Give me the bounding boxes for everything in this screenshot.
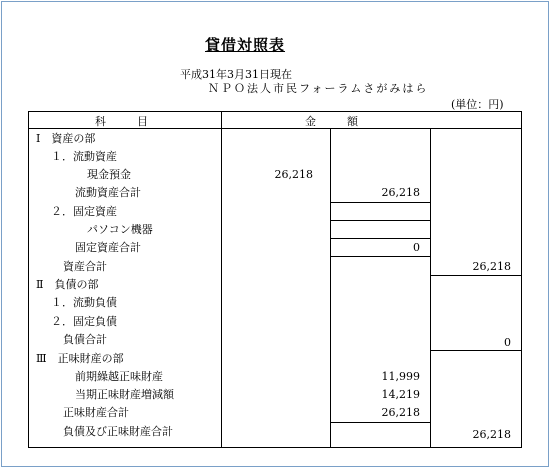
amount-cell: 26,218 [381, 186, 420, 199]
row-label: 固定資産合計 [75, 241, 141, 254]
amount-cell: 26,218 [472, 428, 511, 441]
amount-cell: 26,218 [472, 260, 511, 273]
col-divider-amount2 [430, 129, 431, 447]
row-label: 現金預金 [87, 168, 131, 181]
col-divider-subject [221, 112, 222, 447]
row-label: 流動資産合計 [75, 186, 141, 199]
amount-cell: 0 [413, 241, 420, 254]
row-label: 負債合計 [63, 333, 107, 346]
balance-sheet-table [28, 111, 522, 448]
rule-current-assets-top [330, 202, 430, 203]
amount-cell: 26,218 [274, 168, 313, 181]
rule-fixed-assets-top [330, 238, 430, 239]
date-line: 平成31年3月31日現在 [180, 68, 292, 81]
amount-cell: 14,219 [381, 388, 420, 401]
unit-label: (単位：円) [451, 98, 504, 111]
amount-cell: 11,999 [381, 370, 420, 383]
row-label: Ⅲ 正味財産の部 [36, 352, 124, 365]
rule-net-assets-total [330, 422, 430, 423]
row-label: 正味財産合計 [63, 406, 129, 419]
document-title: 貸借対照表 [205, 36, 286, 54]
row-label: 当期正味財産増減額 [75, 388, 174, 401]
rule-liabilities-total-bottom [430, 350, 521, 351]
header-amount: 金 額 [305, 115, 368, 128]
row-label: パソコン機器 [87, 223, 153, 236]
amount-cell: 26,218 [381, 406, 420, 419]
row-label: Ⅰ 資産の部 [36, 132, 96, 145]
col-divider-amount1 [330, 129, 331, 447]
organization-name: ＮＰＯ法人市民フォーラムさがみはら [208, 82, 429, 95]
row-label: ２．固定負債 [51, 315, 117, 328]
row-label: Ⅱ 負債の部 [36, 278, 99, 291]
row-label: 資産合計 [63, 260, 107, 273]
row-label: １．流動負債 [51, 296, 117, 309]
header-subject: 科 目 [95, 115, 158, 128]
row-label: １．流動資産 [51, 150, 117, 163]
row-label: ２．固定資産 [51, 205, 117, 218]
row-label: 前期繰越正味財産 [75, 370, 163, 383]
amount-cell: 0 [504, 336, 511, 349]
rule-assets-total-bottom [430, 275, 521, 276]
rule-fixed-assets-bottom [330, 256, 430, 257]
row-label: 負債及び正味財産合計 [63, 425, 173, 438]
rule-current-assets-bottom [330, 220, 430, 221]
